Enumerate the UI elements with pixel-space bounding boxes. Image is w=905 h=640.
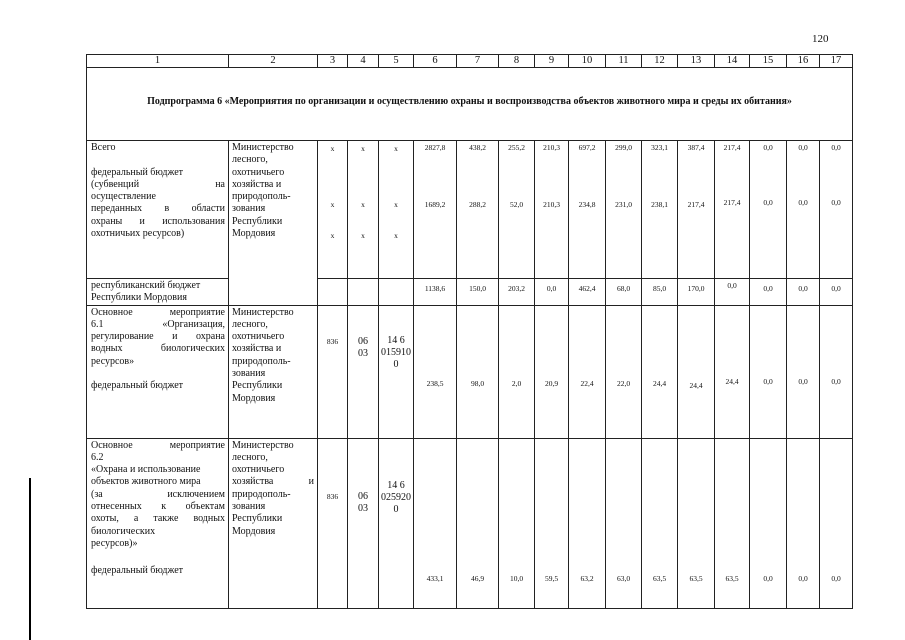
value-cell: 22,0 [606,305,642,438]
table-row [87,279,853,306]
col-number: 15 [750,55,787,68]
table-row [87,141,853,279]
csr-cell [379,279,414,306]
col-number: 2 [229,55,318,68]
responsible-executor: Министерство лесного, охотничьего хозяйства и природополь- зования Республики Мордовия [229,141,318,306]
value-cell: 24,4 [715,305,750,438]
value-cell: 63,5 [678,438,715,608]
value-cell: 98,0 [457,305,499,438]
value-cell: 46,9 [457,438,499,608]
value-cell: 210,3 210,3 [535,141,569,279]
csr-cell: 14 6 015910 0 [379,305,414,438]
row-label: Основное мероприятие 6.1 «Организация, регулирование и охрана водных биологических ресурсов» федеральный бюджет [87,305,229,438]
budget-table [86,54,853,609]
rz-cell: 06 03 [348,305,379,438]
row-label: республиканский бюджет Республики Мордовия [87,279,229,306]
subprogram-title: Подпрограмма 6 «Мероприятия по организации и осуществлению охраны и воспроизводства объектов животного мира и среды их обитания» [87,68,853,141]
row-label: Всего федеральный бюджет (субвенций на осуществление переданных в области охраны и использования охотничьих ресурсов) [87,141,229,279]
value-cell: 0,0 [787,279,820,306]
grbs-cell [318,279,348,306]
value-cell: 1138,6 [414,279,457,306]
table-row [87,438,853,608]
value-cell: 238,5 [414,305,457,438]
value-cell: 462,4 [569,279,606,306]
value-cell: 255,2 52,0 [499,141,535,279]
responsible-executor: Министерство лесного, охотничьего хозяйства и природополь- зования Республики Мордовия [229,438,318,608]
grbs-cell: 836 [318,305,348,438]
value-cell: 63,2 [569,438,606,608]
value-cell: 59,5 [535,438,569,608]
col-number: 6 [414,55,457,68]
value-cell: 63,5 [642,438,678,608]
col-number: 8 [499,55,535,68]
value-cell: 0,0 0,0 [820,141,853,279]
value-cell: 22,4 [569,305,606,438]
col-number: 12 [642,55,678,68]
grbs-cell: 836 [318,438,348,608]
rz-cell: 06 03 [348,438,379,608]
col-number: 11 [606,55,642,68]
csr-cell: 14 6 025920 0 [379,438,414,608]
value-cell: 170,0 [678,279,715,306]
table-row [87,305,853,438]
responsible-executor: Министерство лесного, охотничьего хозяйства и природополь- зования Республики Мордовия [229,305,318,438]
csr-cell: x x x [379,141,414,279]
col-number: 3 [318,55,348,68]
value-cell: 68,0 [606,279,642,306]
value-cell: 0,0 [820,279,853,306]
value-cell: 0,0 [787,305,820,438]
col-number: 16 [787,55,820,68]
value-cell: 438,2 288,2 [457,141,499,279]
grbs-cell: x x x [318,141,348,279]
value-cell: 0,0 [750,279,787,306]
value-cell: 2827,8 1689,2 [414,141,457,279]
value-cell: 323,1 238,1 [642,141,678,279]
value-cell: 63,5 [715,438,750,608]
value-cell: 0,0 [750,305,787,438]
col-number: 4 [348,55,379,68]
column-number-row [87,55,853,68]
col-number: 1 [87,55,229,68]
value-cell: 0,0 [820,438,853,608]
value-cell: 217,4 217,4 [715,141,750,279]
value-cell: 0,0 [750,438,787,608]
page-number: 120 [812,33,829,45]
value-cell: 24,4 [678,305,715,438]
value-cell: 0,0 [787,438,820,608]
col-number: 10 [569,55,606,68]
value-cell: 0,0 [820,305,853,438]
value-cell: 203,2 [499,279,535,306]
value-cell: 433,1 [414,438,457,608]
rz-cell [348,279,379,306]
col-number: 17 [820,55,853,68]
col-number: 13 [678,55,715,68]
value-cell: 0,0 [535,279,569,306]
value-cell: 387,4 217,4 [678,141,715,279]
value-cell: 24,4 [642,305,678,438]
value-cell: 0,0 0,0 [787,141,820,279]
subprogram-title-row [87,68,853,141]
value-cell: 10,0 [499,438,535,608]
col-number: 14 [715,55,750,68]
col-number: 9 [535,55,569,68]
value-cell: 20,9 [535,305,569,438]
value-cell: 697,2 234,8 [569,141,606,279]
value-cell: 299,0 231,0 [606,141,642,279]
row-label: Основное мероприятие 6.2 «Охрана и использование объектов животного мира (за исключением отнесенных к объектам охоты, а также водных биологических ресурсов)» федеральный бюджет [87,438,229,608]
value-cell: 85,0 [642,279,678,306]
rz-cell: x x x [348,141,379,279]
margin-bar [29,478,31,640]
value-cell: 150,0 [457,279,499,306]
value-cell: 0,0 [715,279,750,306]
col-number: 5 [379,55,414,68]
value-cell: 2,0 [499,305,535,438]
col-number: 7 [457,55,499,68]
value-cell: 63,0 [606,438,642,608]
value-cell: 0,0 0,0 [750,141,787,279]
